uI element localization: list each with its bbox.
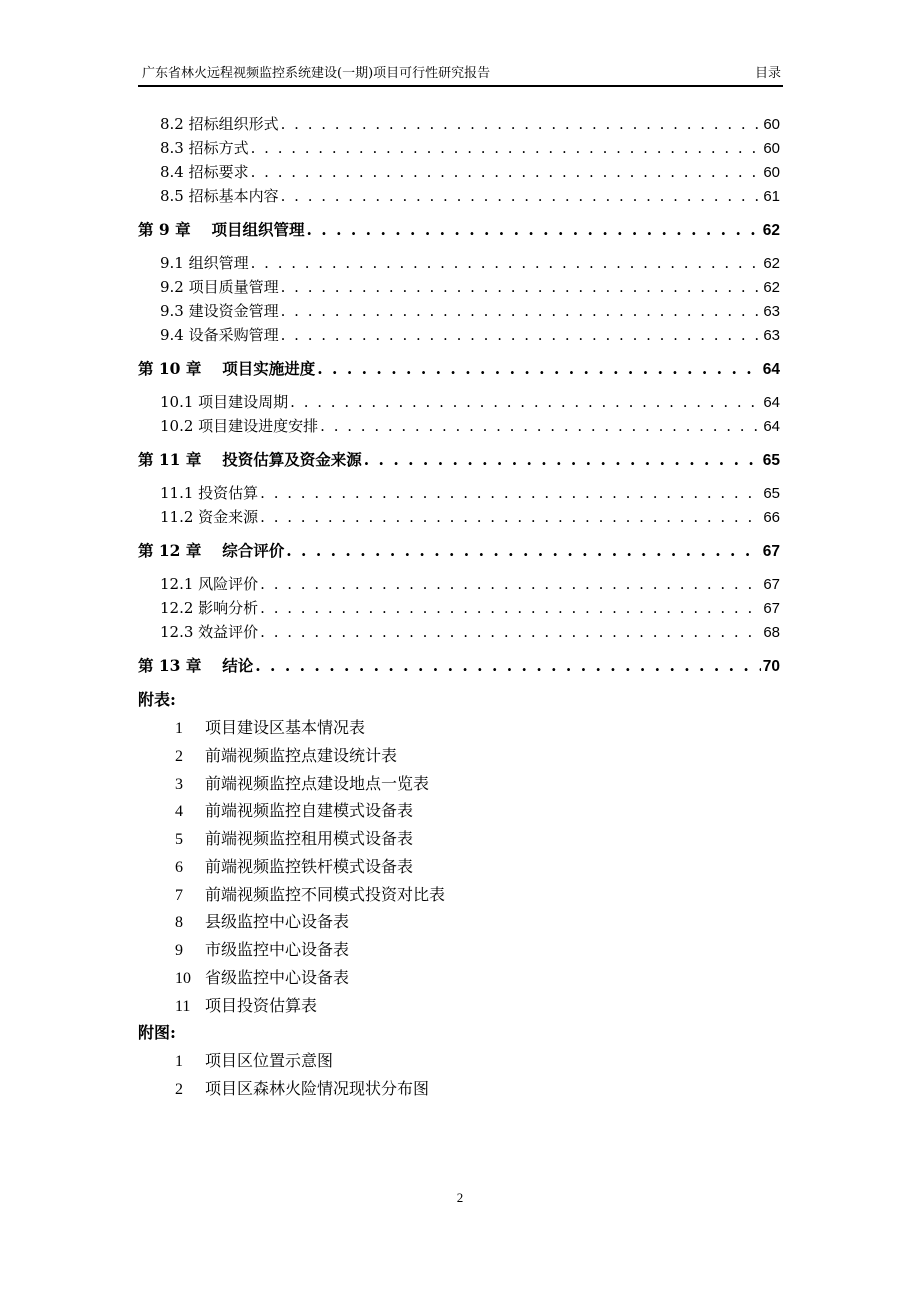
toc-entry-page: 63 [763,303,780,320]
page-header [138,64,783,84]
toc-entry-label: 11.2 资金来源 [160,508,259,526]
dot-leader [281,300,762,322]
appendix-table-item[interactable] [175,716,365,741]
toc-entry-label: 12.2 影响分析 [160,599,259,617]
toc-entry-label: 8.5 招标基本内容 [160,187,279,205]
dot-leader [281,113,762,135]
dot-leader [260,573,761,595]
item-number: 11 [175,998,191,1015]
toc-entry-label: 10.2 项目建设进度安排 [160,417,319,435]
item-number: 8 [175,914,183,931]
toc-entry[interactable] [160,185,780,207]
toc-entry-label: 10.1 项目建设周期 [160,393,289,411]
toc-entry[interactable] [160,621,780,643]
dot-leader [251,252,762,274]
appendix-table-item[interactable] [175,827,413,852]
item-number: 5 [175,831,183,848]
toc-chapter-label: 第 13 章 结论 [138,656,254,675]
document-title: 广东省林火远程视频监控系统建设(一期)项目可行性研究报告 [142,66,491,81]
toc-entry-page: 64 [763,418,780,435]
item-text: 项目区位置示意图 [205,1051,334,1070]
item-number: 4 [175,803,183,820]
dot-leader [364,448,761,472]
item-text: 项目建设区基本情况表 [205,718,366,737]
toc-chapter-page: 62 [762,222,780,239]
page-number: 2 [456,1190,464,1205]
toc-entry-label: 12.3 效益评价 [160,623,259,641]
toc-chapter-page: 64 [762,361,780,378]
item-text: 前端视频监控租用模式设备表 [205,829,414,848]
toc-entry-page: 66 [763,509,780,526]
appendix-table-item[interactable] [175,966,349,991]
toc-entry-page: 60 [763,116,780,133]
dot-leader [281,185,762,207]
toc-entry-label: 9.3 建设资金管理 [160,302,279,320]
toc-entry-page: 62 [763,279,780,296]
toc-chapter-label: 第 10 章 项目实施进度 [138,359,316,378]
toc-entry-page: 67 [763,600,780,617]
item-text: 项目区森林火险情况现状分布图 [205,1079,430,1098]
toc-chapter[interactable] [138,654,780,678]
item-text: 前端视频监控铁杆模式设备表 [205,857,414,876]
toc-entry-page: 60 [763,140,780,157]
item-number: 7 [175,887,183,904]
dot-leader [281,276,762,298]
dot-leader [320,415,761,437]
toc-entry-label: 11.1 投资估算 [160,484,259,502]
toc-entry[interactable] [160,415,780,437]
appendix-table-item[interactable] [175,855,413,880]
toc-entry-page: 63 [763,327,780,344]
dot-leader [286,539,760,563]
dot-leader [251,161,762,183]
section-label: 目录 [754,66,781,81]
toc-entry-page: 64 [763,394,780,411]
toc-entry[interactable] [160,482,780,504]
toc-entry[interactable] [160,137,780,159]
dot-leader [281,324,762,346]
dot-leader [260,597,761,619]
appendix-table-item[interactable] [175,883,445,908]
toc-entry-label: 9.1 组织管理 [160,254,249,272]
appendix-figure-item[interactable] [175,1077,429,1102]
toc-entry-label: 8.3 招标方式 [160,139,249,157]
toc-chapter-label: 第 9 章 项目组织管理 [138,220,305,239]
toc-entry[interactable] [160,506,780,528]
toc-chapter[interactable] [138,357,780,381]
item-number: 3 [175,776,183,793]
toc-entry-label: 9.2 项目质量管理 [160,278,279,296]
header-divider [138,85,783,87]
toc-entry-page: 68 [763,624,780,641]
toc-chapter[interactable] [138,539,780,563]
toc-entry[interactable] [160,324,780,346]
dot-leader [260,506,761,528]
appendix-figure-item[interactable] [175,1049,333,1074]
appendix-table-item[interactable] [175,772,429,797]
dot-leader [317,357,760,381]
dot-leader [306,218,760,242]
toc-entry[interactable] [160,573,780,595]
toc-entry-page: 62 [763,255,780,272]
dot-leader [290,391,761,413]
toc-chapter-label: 第 12 章 综合评价 [138,541,285,560]
item-text: 前端视频监控点建设地点一览表 [205,774,430,793]
item-number: 6 [175,859,183,876]
dot-leader [251,137,762,159]
appendix-table-item[interactable] [175,799,413,824]
toc-entry-label: 8.2 招标组织形式 [160,115,279,133]
item-text: 前端视频监控不同模式投资对比表 [205,885,446,904]
dot-leader [260,621,761,643]
appendix-table-item[interactable] [175,994,317,1019]
dot-leader [260,482,761,504]
toc-entry[interactable] [160,252,780,274]
toc-entry-label: 8.4 招标要求 [160,163,249,181]
appendix-table-item[interactable] [175,938,349,963]
toc-entry[interactable] [160,300,780,322]
dot-leader [255,654,760,678]
toc-chapter[interactable] [138,218,780,242]
toc-entry-page: 60 [763,164,780,181]
item-number: 1 [175,720,183,737]
item-text: 前端视频监控点建设统计表 [205,746,398,765]
item-text: 项目投资估算表 [205,996,318,1015]
item-number: 2 [175,1081,183,1098]
toc-entry-label: 9.4 设备采购管理 [160,326,279,344]
appendix-table-item[interactable] [175,744,397,769]
item-number: 1 [175,1053,183,1070]
appendix-tables-heading: 附表: [138,690,176,709]
appendix-figures-heading: 附图: [138,1023,176,1042]
item-text: 省级监控中心设备表 [205,968,350,987]
toc-entry[interactable] [160,161,780,183]
toc-chapter-label: 第 11 章 投资估算及资金来源 [138,450,362,469]
item-text: 市级监控中心设备表 [205,940,350,959]
toc-entry-page: 67 [763,576,780,593]
toc-entry[interactable] [160,391,780,413]
item-text: 前端视频监控自建模式设备表 [205,801,414,820]
toc-chapter-page: 65 [762,452,780,469]
appendix-table-item[interactable] [175,910,349,935]
toc-entry-page: 65 [763,485,780,502]
toc-chapter[interactable] [138,448,780,472]
item-number: 2 [175,748,183,765]
item-number: 10 [175,970,191,987]
toc-chapter-page: 70 [762,658,780,675]
item-number: 9 [175,942,183,959]
toc-entry-label: 12.1 风险评价 [160,575,259,593]
toc-entry-page: 61 [763,188,780,205]
toc-entry[interactable] [160,276,780,298]
item-text: 县级监控中心设备表 [205,912,350,931]
toc-entry[interactable] [160,113,780,135]
toc-chapter-page: 67 [762,543,780,560]
toc-entry[interactable] [160,597,780,619]
